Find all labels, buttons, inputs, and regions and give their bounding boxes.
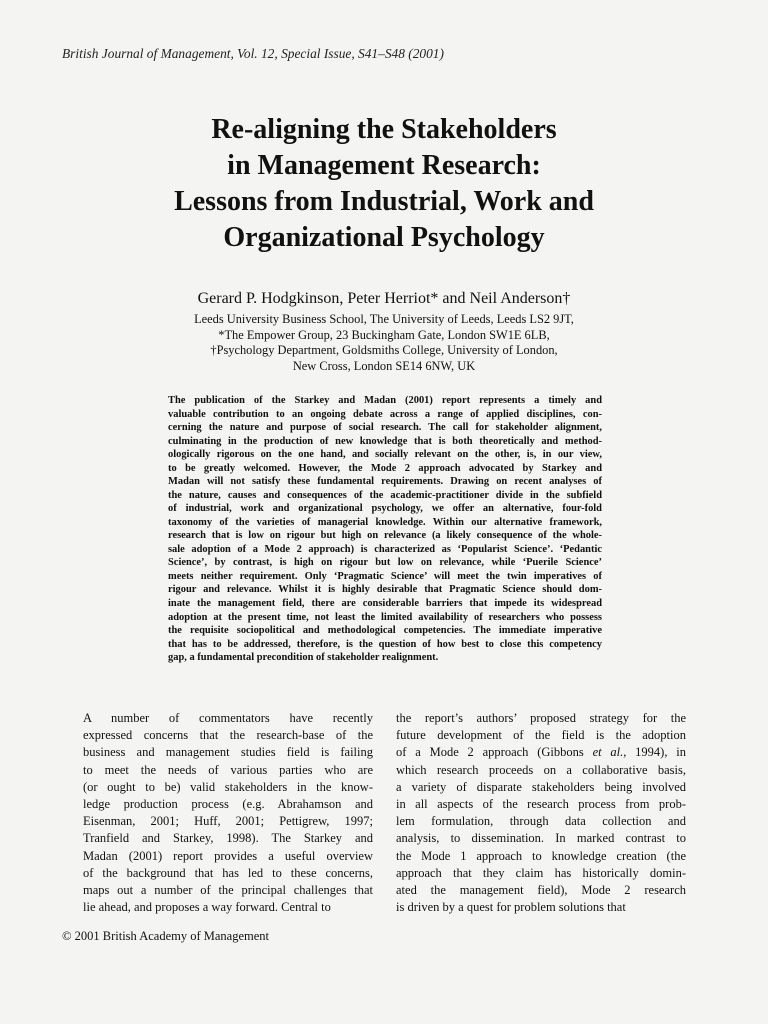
body-text-line: lie ahead, and proposes a way forward. Central to	[83, 900, 331, 915]
body-text-line: future development of the field is the adoption	[396, 728, 686, 743]
affiliations	[60, 312, 708, 374]
abstract-line: sale adoption of a Mode 2 approach) is characterized as ‘Popularist Science’. ‘Pedantic	[168, 543, 602, 555]
body-text-line: which research proceeds on a collaborative basis,	[396, 762, 686, 777]
abstract-line: ologically rigorous on the one hand, and socially relevant on the other, is, in our view,	[168, 449, 602, 461]
body-text-line: Madan (2001) report provides a useful overview	[83, 848, 373, 863]
body-text-line: analysis, to dissemination. In marked contrast to	[396, 831, 686, 846]
abstract-line: research that is low on rigour but high on relevance (a likely consequence of the whole-	[168, 530, 602, 542]
body-column-left	[83, 710, 373, 916]
body-column-right	[396, 710, 686, 916]
body-text-line: maps out a number of the principal challenges that	[83, 883, 373, 898]
body-text-line: ledge production process (e.g. Abrahamson and	[83, 797, 373, 812]
body-text-line: a variety of disparate stakeholders being involved	[396, 779, 686, 794]
et-al-emphasis: et al.	[592, 745, 624, 760]
body-text-line: the report’s authors’ proposed strategy for the	[396, 711, 686, 725]
body-text-line: approach that they claim has historically domin-	[396, 865, 686, 880]
abstract-line: cerning the nature and purpose of social research. The call for stakeholder alignment,	[168, 422, 602, 434]
body-text-line: the Mode 1 approach to knowledge creation (the	[396, 848, 686, 863]
title-line: in Management Research:	[227, 150, 541, 181]
abstract-line: adoption at the present time, not least the limited availability of researchers who possess	[168, 611, 602, 623]
body-text-line: is driven by a quest for problem solutions that	[396, 900, 626, 915]
abstract-line: the nature, causes and consequences of the academic-practitioner divide in the subfield	[168, 489, 602, 501]
abstract-line: Science’, by contrast, is high on rigour but low on relevance, while ‘Puerile Science’	[168, 557, 602, 569]
body-text-line: business and management studies field is failing	[83, 745, 373, 760]
abstract-line: gap, a fundamental precondition of stakeholder realignment.	[168, 652, 439, 664]
affiliation-line: *The Empower Group, 23 Buckingham Gate, London SW1E 6LB,	[218, 327, 550, 342]
article-title	[60, 112, 708, 256]
body-text-line: A number of commentators have recently	[83, 711, 373, 725]
affiliation-line: †Psychology Department, Goldsmiths College, University of London,	[210, 343, 558, 358]
abstract-line: to be greatly welcomed. However, the Mode 2 approach advocated by Starkey and	[168, 462, 602, 474]
body-text-line: expressed concerns that the research-base of the	[83, 728, 373, 743]
affiliation-line: Leeds University Business School, The University of Leeds, Leeds LS2 9JT,	[194, 312, 574, 326]
abstract-line: the requisite sociopolitical and methodological competencies. The immediate imperative	[168, 625, 602, 637]
body-text-line: ated the management field), Mode 2 research	[396, 883, 686, 898]
abstract-line: of industrial, work and organizational psychology, we offer an alternative, four-fold	[168, 503, 602, 515]
abstract-line: culminating in the production of new knowledge that is both theoretically and method-	[168, 435, 602, 447]
abstract-line: Madan will not satisfy these fundamental requirements. Drawing on recent analyses of	[168, 476, 602, 488]
author-list: Gerard P. Hodgkinson, Peter Herriot* and Neil Anderson†	[197, 290, 571, 307]
abstract-line: that has to be addressed, therefore, is the question of how best to close this competency	[168, 638, 602, 650]
body-text-line: lem formulation, through data collection and	[396, 814, 686, 829]
affiliation-line: New Cross, London SE14 6NW, UK	[292, 358, 476, 373]
body-text-line: to meet the needs of various parties who are	[83, 762, 373, 777]
abstract-line: meets neither requirement. Only ‘Pragmatic Science’ will meet the twin imperatives of	[168, 570, 602, 582]
abstract-line: The publication of the Starkey and Madan (2001) report represents a timely and	[168, 395, 602, 406]
title-line: Organizational Psychology	[223, 222, 545, 253]
abstract-line: rigour and relevance. Whilst it is highly desirable that Pragmatic Science should dom-	[168, 584, 602, 596]
body-text-line: of the background that has led to these concerns,	[83, 865, 373, 880]
body-text-line: Tranfield and Starkey, 1998). The Starkey and	[83, 831, 373, 846]
body-text-line: Eisenman, 2001; Huff, 2001; Pettigrew, 1997;	[83, 814, 373, 829]
abstract-line: inate the management field, there are considerable barriers that impede its widespread	[168, 597, 602, 609]
body-text-line: of a Mode 2 approach (Gibbons et al., 1994), in	[396, 745, 687, 760]
journal-citation: British Journal of Management, Vol. 12, Special Issue, S41–S48 (2001)	[62, 46, 444, 61]
abstract-line: valuable contribution to an ongoing debate across a range of applied disciplines, con-	[168, 408, 602, 420]
abstract-line: taxonomy of the varieties of managerial knowledge. Within our alternative framework,	[168, 516, 602, 528]
body-text-line: in all aspects of the research process from prob-	[396, 797, 686, 812]
body-text-line: (or ought to be) valid stakeholders in the know-	[83, 779, 373, 794]
title-line: Re-aligning the Stakeholders	[211, 114, 557, 145]
copyright-notice: © 2001 British Academy of Management	[62, 929, 270, 943]
abstract	[168, 394, 602, 665]
title-line: Lessons from Industrial, Work and	[174, 186, 594, 217]
